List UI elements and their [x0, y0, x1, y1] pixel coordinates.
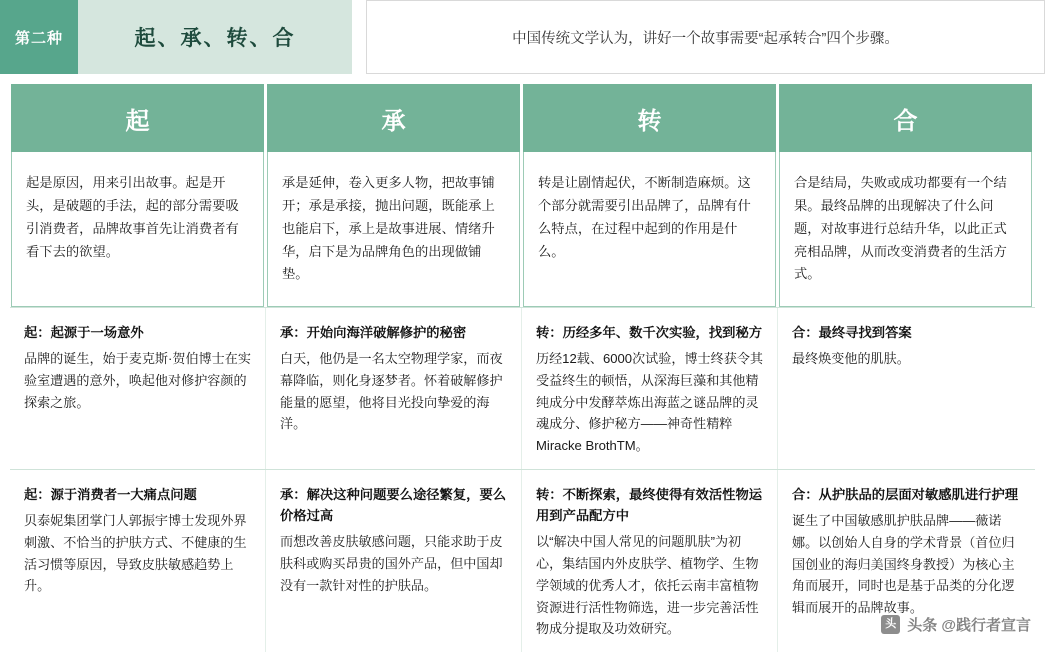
case-cell — [522, 470, 778, 652]
case-heading: 合：从护肤品的层面对敏感肌进行护理 — [792, 486, 1019, 502]
content-board — [10, 84, 1035, 652]
case-cell — [522, 308, 778, 469]
column-caption: 起 — [11, 84, 264, 152]
case-text: 历经12载、6000次试验，博士终获令其受益终生的顿悟，从深海巨藻和其他精纯成分中发酵萃炼出海蓝之谜品牌的灵魂成分、修护秘方——神奇性精粹Miracke BrothTM。 — [536, 351, 764, 454]
column-definition: 合是结局，失败或成功都要有一个结果。最终品牌的出现解决了什么问题，对故事进行总结升华，以此正式亮相品牌，从而改变消费者的生活方式。 — [779, 152, 1032, 307]
column-definition: 起是原因，用来引出故事。起是开头，是破题的手法，起的部分需要吸引消费者，品牌故事首先让消费者有看下去的欲望。 — [11, 152, 264, 307]
header-note: 中国传统文学认为，讲好一个故事需要“起承转合”四个步骤。 — [366, 0, 1045, 74]
case-text: 而想改善皮肤敏感问题，只能求助于皮肤科或购买昂贵的国外产品，但中国却没有一款针对性的护肤品。 — [280, 534, 503, 593]
case-text: 诞生了中国敏感肌护肤品牌——薇诺娜。以创始人自身的学术背景（首位归国创业的海归美国终身教授）为核心主角而展开，同时也是基于品类的分化逻辑而展开的品牌故事。 — [792, 513, 1015, 616]
toutiao-logo-icon: 头条 — [881, 615, 900, 634]
case-cell — [266, 470, 522, 652]
column-he — [778, 84, 1034, 307]
watermark — [881, 614, 1031, 649]
header-badge: 第二种 — [0, 0, 78, 74]
header-spacer — [352, 0, 366, 74]
watermark-text: 头条 @践行者宣言 — [907, 617, 1031, 634]
case-row-1 — [10, 307, 1035, 469]
page-title: 起、承、转、合 — [78, 0, 352, 74]
case-text: 品牌的诞生，始于麦克斯·贺伯博士在实验室遭遇的意外，唤起他对修护容颜的探索之旅。 — [24, 351, 251, 410]
column-caption: 合 — [779, 84, 1032, 152]
column-caption: 承 — [267, 84, 520, 152]
column-zhuan — [522, 84, 778, 307]
case-cell — [10, 470, 266, 652]
definition-row — [10, 84, 1035, 307]
case-text: 白天，他仍是一名太空物理学家，而夜幕降临，则化身逐梦者。怀着破解修护能量的愿望，他将目光投向挚爱的海洋。 — [280, 351, 503, 432]
case-cell — [266, 308, 522, 469]
case-heading: 转：历经多年、数千次实验，找到秘方 — [536, 325, 763, 340]
case-heading: 转：不断探索，最终使得有效活性物运用到产品配方中 — [536, 486, 763, 524]
column-definition: 转是让剧情起伏，不断制造麻烦。这个部分就需要引出品牌了，品牌有什么特点，在过程中起到的作用是什么。 — [523, 152, 776, 307]
case-text: 贝泰妮集团掌门人郭振宇博士发现外界刺激、不恰当的护肤方式、不健康的生活习惯等原因，导致皮肤敏感趋势上升。 — [24, 513, 247, 594]
column-definition: 承是延伸，卷入更多人物，把故事铺开；承是承接，抛出问题，既能承上也能启下，承上是故事进展、情绪升华，启下是为品牌角色的出现做铺垫。 — [267, 152, 520, 307]
case-text: 以“解决中国人常见的问题肌肤”为初心，集结国内外皮肤学、植物学、生物学领域的优秀人才，依托云南丰富植物资源进行活性物筛选，进一步完善活性物成分提取及功效研究。 — [536, 534, 759, 637]
case-heading: 合：最终寻找到答案 — [792, 325, 912, 340]
case-cell — [778, 308, 1034, 469]
case-cell — [10, 308, 266, 469]
case-heading: 承：开始向海洋破解修护的秘密 — [280, 325, 467, 340]
column-caption: 转 — [523, 84, 776, 152]
column-cheng — [266, 84, 522, 307]
case-text: 最终焕变他的肌肤。 — [792, 351, 910, 367]
column-qi — [10, 84, 266, 307]
case-heading: 承：解决这种问题要么途径繁复，要么价格过高 — [280, 486, 507, 524]
page-header — [0, 0, 1045, 74]
case-heading: 起：起源于一场意外 — [24, 325, 144, 340]
case-heading: 起：源于消费者一大痛点问题 — [24, 486, 197, 502]
